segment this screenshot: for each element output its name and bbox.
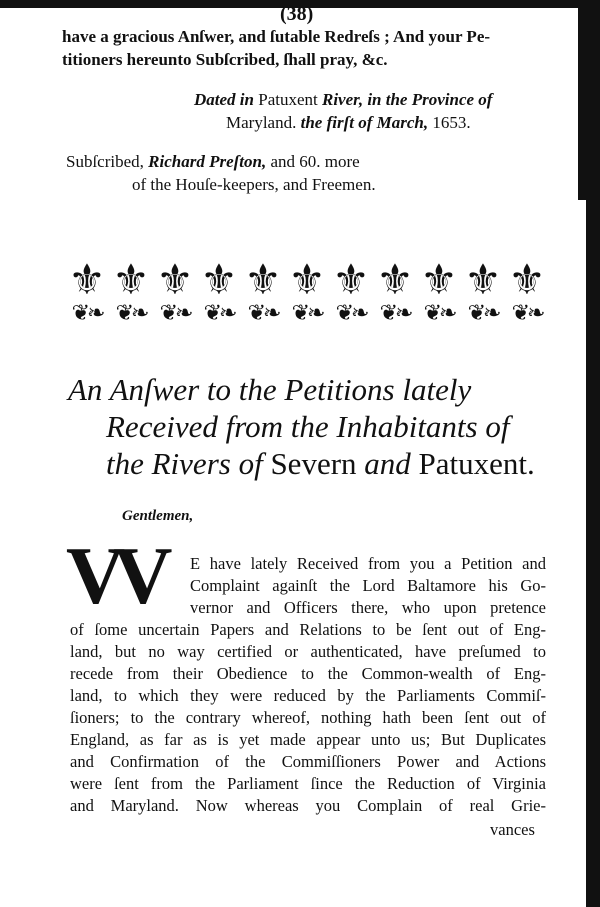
floral-heart-icon: ❦❧ [247, 301, 279, 326]
body-line: and Confirmation of the Commiſſioners Power and Actions [70, 752, 546, 771]
title-severn: Severn [270, 446, 357, 481]
fleur-de-lis-icon: ⚜ [332, 255, 370, 304]
floral-heart-icon: ❦❧ [71, 301, 103, 326]
fleur-de-lis-icon: ⚜ [508, 255, 546, 304]
floral-heart-icon: ❦❧ [115, 301, 147, 326]
floral-heart-icon: ❦❧ [335, 301, 367, 326]
body-line: recede from their Obedience to the Common-wealth of Eng- [70, 664, 546, 683]
petition-line-1: have a gracious Anſwer, and ſutable Redreſs ; And your Pe- [62, 27, 491, 46]
body-line: of ſome uncertain Papers and Relations to be ſent out of Eng- [70, 620, 546, 639]
subscriber-name: Richard Preſton, [148, 152, 267, 171]
body-line: and Maryland. Now whereas you Complain of real Grie- [70, 796, 546, 815]
dated-text: Dated in [194, 90, 254, 109]
fleuron-ornament [506, 255, 548, 334]
body-line: were ſent from the Parliament ſince the Reduction of Virginia [70, 774, 546, 793]
dated-province: River, in the Province of [321, 90, 493, 109]
page-number: (38) [280, 3, 314, 25]
fleur-de-lis-icon: ⚜ [244, 255, 282, 304]
body-line: England, as far as is yet made appear unto us; But Duplicates [70, 730, 546, 749]
dated-line-2 [226, 113, 471, 133]
subscribed-prefix: Subſcribed, [66, 152, 144, 171]
scan-edge-right-upper [578, 0, 586, 200]
floral-heart-icon: ❦❧ [511, 301, 543, 326]
subscribed-line-1 [66, 152, 360, 172]
catchword: vances [490, 820, 535, 839]
floral-heart-icon: ❦❧ [291, 301, 323, 326]
title-and: and [364, 446, 411, 481]
fleuron-ornament [286, 255, 328, 334]
fleur-de-lis-icon: ⚜ [112, 255, 150, 304]
floral-heart-icon: ❦❧ [467, 301, 499, 326]
fleur-de-lis-icon: ⚜ [376, 255, 414, 304]
body-line: land, to which they were reduced by the Parliaments Commiſ- [70, 686, 546, 705]
title-line-2: Received from the Inhabitants of [106, 409, 510, 444]
floral-heart-icon: ❦❧ [423, 301, 455, 326]
fleuron-ornament [110, 255, 152, 334]
title-patuxent: Patuxent. [418, 446, 535, 481]
body-line: E have lately Received from you a Petition and [190, 554, 546, 573]
fleuron-ornament [198, 255, 240, 334]
fleuron-ornament [154, 255, 196, 334]
floral-heart-icon: ❦❧ [379, 301, 411, 326]
subscribed-suffix: and 60. more [270, 152, 360, 171]
title-rivers: the Rivers of [106, 446, 263, 481]
fleur-de-lis-icon: ⚜ [68, 255, 106, 304]
fleuron-ornament [66, 255, 108, 334]
fleuron-ornament [330, 255, 372, 334]
dated-maryland: Maryland. [226, 113, 297, 132]
body-line: ſioners; to the contrary whereof, nothing hath been ſent out of [70, 708, 546, 727]
fleur-de-lis-icon: ⚜ [288, 255, 326, 304]
floral-heart-icon: ❦❧ [203, 301, 235, 326]
fleuron-ornament [418, 255, 460, 334]
dated-year: 1653. [432, 113, 471, 132]
fleuron-ornament [462, 255, 504, 334]
body-line: vernor and Officers there, who upon pretence [190, 598, 546, 617]
dated-date: the firſt of March, [300, 113, 429, 132]
printers-ornament-band [66, 255, 548, 334]
body-line: Complaint againſt the Lord Baltamore his Go- [190, 576, 546, 595]
fleur-de-lis-icon: ⚜ [156, 255, 194, 304]
drop-cap: VV [66, 530, 161, 621]
fleur-de-lis-icon: ⚜ [200, 255, 238, 304]
petition-line-2: titioners hereunto Subſcribed, ſhall pray, &c. [62, 50, 388, 69]
floral-heart-icon: ❦❧ [159, 301, 191, 326]
dated-line-1 [194, 90, 492, 110]
salutation: Gentlemen, [122, 508, 194, 524]
body-line: land, but no way certified or authenticated, have preſumed to [70, 642, 546, 661]
fleuron-ornament [374, 255, 416, 334]
fleuron-ornament [242, 255, 284, 334]
subscribed-line-2: of the Houſe-keepers, and Freemen. [132, 175, 376, 194]
fleur-de-lis-icon: ⚜ [464, 255, 502, 304]
title-line-3 [106, 447, 535, 481]
scan-edge-right [586, 0, 600, 907]
fleur-de-lis-icon: ⚜ [420, 255, 458, 304]
dated-place: Patuxent [258, 90, 318, 109]
title-line-1: An Anſwer to the Petitions lately [68, 372, 472, 407]
